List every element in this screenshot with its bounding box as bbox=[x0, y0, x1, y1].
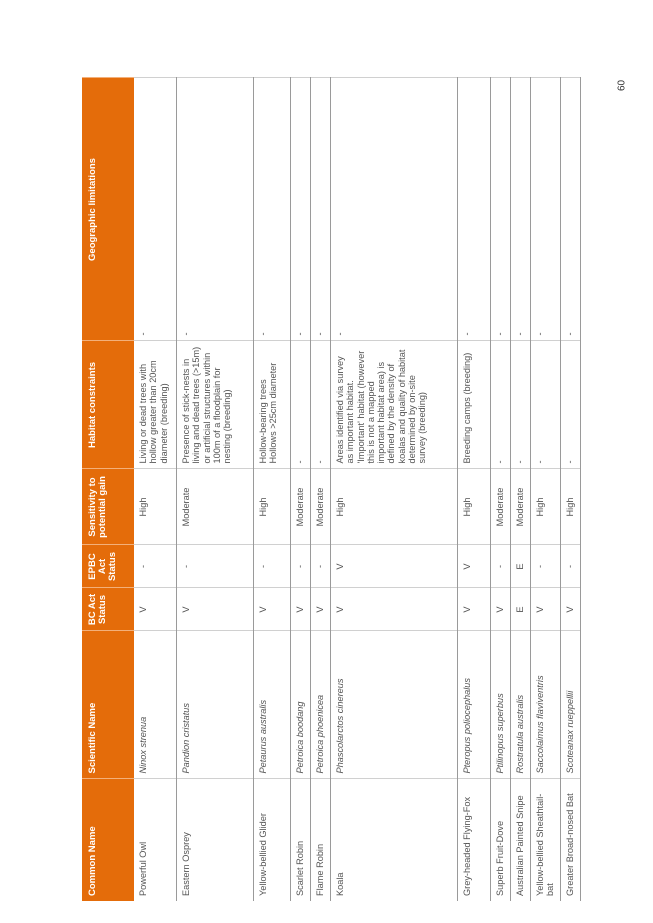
geo-cell: - bbox=[254, 78, 291, 341]
bc-status-cell: V bbox=[560, 588, 580, 631]
habitat-cell: - bbox=[491, 341, 511, 469]
scientific-name-cell: Saccolaimus flaviventris bbox=[531, 631, 561, 779]
habitat-cell: - bbox=[311, 341, 331, 469]
habitat-cell: Hollow-bearing trees Hollows >25cm diameter bbox=[254, 341, 291, 469]
geo-cell: - bbox=[291, 78, 311, 341]
epbc-status-cell: - bbox=[491, 545, 511, 588]
epbc-status-cell: - bbox=[291, 545, 311, 588]
epbc-status-cell: - bbox=[254, 545, 291, 588]
scientific-name-cell: Pteropus poliocephalus bbox=[458, 631, 491, 779]
sensitivity-cell: Moderate bbox=[511, 469, 531, 545]
common-name-cell: Yellow-bellied Glider bbox=[254, 779, 291, 901]
sensitivity-cell: High bbox=[134, 469, 177, 545]
geo-cell: - bbox=[511, 78, 531, 341]
scientific-name-cell: Phascolarctos cinereus bbox=[331, 631, 458, 779]
bc-status-cell: V bbox=[134, 588, 177, 631]
common-name-cell: Greater Broad-nosed Bat bbox=[560, 779, 580, 901]
table-row bbox=[458, 78, 491, 901]
common-name-cell: Scarlet Robin bbox=[291, 779, 311, 901]
scientific-name-cell: Petaurus australis bbox=[254, 631, 291, 779]
bc-status-cell: V bbox=[331, 588, 458, 631]
habitat-cell: - bbox=[531, 341, 561, 469]
bc-status-cell: V bbox=[311, 588, 331, 631]
sensitivity-cell: Moderate bbox=[177, 469, 254, 545]
geo-cell: - bbox=[531, 78, 561, 341]
table-row bbox=[531, 78, 561, 901]
bc-status-cell: V bbox=[531, 588, 561, 631]
common-name-cell: Powerful Owl bbox=[134, 779, 177, 901]
scientific-name-cell: Rostratula australis bbox=[511, 631, 531, 779]
common-name-cell: Grey-headed Flying-Fox bbox=[458, 779, 491, 901]
common-name-cell: Eastern Osprey bbox=[177, 779, 254, 901]
header-scientific-name: Scientific Name bbox=[82, 631, 134, 779]
table-row bbox=[134, 78, 177, 901]
common-name-cell: Yellow-bellied Sheathtail-bat bbox=[531, 779, 561, 901]
species-table bbox=[82, 78, 581, 902]
bc-status-cell: E bbox=[511, 588, 531, 631]
common-name-cell: Flame Robin bbox=[311, 779, 331, 901]
scientific-name-cell: Petroica phoenicea bbox=[311, 631, 331, 779]
epbc-status-cell: V bbox=[458, 545, 491, 588]
scientific-name-cell: Ptilinopus superbus bbox=[491, 631, 511, 779]
sensitivity-cell: Moderate bbox=[491, 469, 511, 545]
common-name-cell: Australian Painted Snipe bbox=[511, 779, 531, 901]
table-row bbox=[511, 78, 531, 901]
bc-status-cell: V bbox=[458, 588, 491, 631]
table-header-row bbox=[82, 78, 134, 901]
habitat-cell: Areas identified via survey as important habitat. 'Important' habitat (however this is not a mapped important habitat area) is defined by the density of koalas and quality of habitat determined by on-site survey (breeding) bbox=[331, 341, 458, 469]
header-epbc-act-status: EPBC Act Status bbox=[82, 545, 134, 588]
bc-status-cell: V bbox=[177, 588, 254, 631]
common-name-cell: Koala bbox=[331, 779, 458, 901]
sensitivity-cell: Moderate bbox=[311, 469, 331, 545]
scientific-name-cell: Scoteanax rueppellii bbox=[560, 631, 580, 779]
sensitivity-cell: High bbox=[331, 469, 458, 545]
scientific-name-cell: Petroica boodang bbox=[291, 631, 311, 779]
scientific-name-cell: Ninox strenua bbox=[134, 631, 177, 779]
geo-cell: - bbox=[311, 78, 331, 341]
table-row bbox=[560, 78, 580, 901]
common-name-cell: Superb Fruit-Dove bbox=[491, 779, 511, 901]
geo-cell: - bbox=[491, 78, 511, 341]
sensitivity-cell: High bbox=[254, 469, 291, 545]
sensitivity-cell: High bbox=[560, 469, 580, 545]
geo-cell: - bbox=[134, 78, 177, 341]
epbc-status-cell: V bbox=[331, 545, 458, 588]
bc-status-cell: V bbox=[254, 588, 291, 631]
table-row bbox=[177, 78, 254, 901]
header-sensitivity: Sensitivity to potential gain bbox=[82, 469, 134, 545]
header-common-name: Common Name bbox=[82, 779, 134, 901]
epbc-status-cell: E bbox=[511, 545, 531, 588]
rotated-table-frame bbox=[82, 78, 575, 901]
geo-cell: - bbox=[560, 78, 580, 341]
epbc-status-cell: - bbox=[531, 545, 561, 588]
sensitivity-cell: Moderate bbox=[291, 469, 311, 545]
table-row bbox=[331, 78, 458, 901]
page-number: 60 bbox=[616, 79, 628, 91]
species-table-container bbox=[82, 78, 575, 901]
epbc-status-cell: - bbox=[134, 545, 177, 588]
habitat-cell: Presence of stick-nests in living and dead trees (>15m) or artificial structures within 100m of a floodplain for nesting (breeding) bbox=[177, 341, 254, 469]
table-row bbox=[311, 78, 331, 901]
habitat-cell: Living or dead trees with hollow greater than 20cm diameter (breeding) bbox=[134, 341, 177, 469]
epbc-status-cell: - bbox=[177, 545, 254, 588]
bc-status-cell: V bbox=[291, 588, 311, 631]
epbc-status-cell: - bbox=[560, 545, 580, 588]
table-row bbox=[254, 78, 291, 901]
epbc-status-cell: - bbox=[311, 545, 331, 588]
habitat-cell: - bbox=[511, 341, 531, 469]
geo-cell: - bbox=[331, 78, 458, 341]
habitat-cell: - bbox=[291, 341, 311, 469]
table-row bbox=[291, 78, 311, 901]
header-bc-act-status: BC Act Status bbox=[82, 588, 134, 631]
bc-status-cell: V bbox=[491, 588, 511, 631]
header-geographic-limitations: Geographic limitations bbox=[82, 78, 134, 341]
geo-cell: - bbox=[458, 78, 491, 341]
header-habitat-constraints: Habitat constraints bbox=[82, 341, 134, 469]
sensitivity-cell: High bbox=[531, 469, 561, 545]
table-row bbox=[491, 78, 511, 901]
sensitivity-cell: High bbox=[458, 469, 491, 545]
scientific-name-cell: Pandion cristatus bbox=[177, 631, 254, 779]
habitat-cell: Breeding camps (breeding) bbox=[458, 341, 491, 469]
habitat-cell: - bbox=[560, 341, 580, 469]
geo-cell: - bbox=[177, 78, 254, 341]
